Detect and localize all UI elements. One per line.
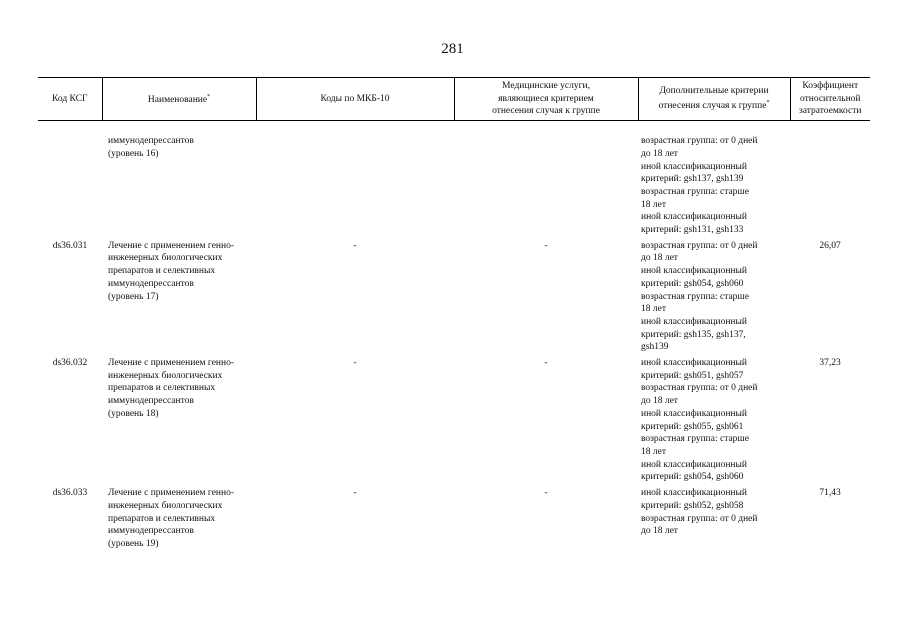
cell-code [38, 121, 102, 240]
table-row [38, 240, 870, 357]
table-row [38, 121, 870, 240]
table-row [38, 357, 870, 487]
header-services: Медицинские услуги, являющиеся критерием отнесения случая к группе [454, 78, 638, 121]
cell-coef: 26,07 [819, 240, 841, 251]
cell-criteria: возрастная группа: от 0 дней до 18 лет иной классификационный критерий: gsh054, gsh060 возрастная группа: старше 18 лет иной классификационный критерий: gsh135, gsh137, gsh139 [641, 240, 758, 353]
cell-services [454, 121, 638, 240]
cell-name: Лечение с применением генно- инженерных биологических препаратов и селективных иммунодепрессантов (уровень 19) [108, 488, 234, 549]
cell-name: Лечение с применением генно- инженерных биологических препаратов и селективных иммунодепрессантов (уровень 17) [108, 240, 234, 302]
header-coef: Коэффициент относительной затратоемкости [790, 78, 870, 121]
cell-criteria: возрастная группа: от 0 дней до 18 лет иной классификационный критерий: gsh137, gsh139 возрастная группа: старше 18 лет иной классификационный критерий: gsh131, gsh133 [641, 136, 758, 236]
ksg-table [38, 77, 870, 554]
cell-services: - [544, 240, 548, 251]
header-mkb: Коды по МКБ-10 [256, 78, 454, 121]
cell-code: ds36.032 [52, 358, 88, 369]
cell-services: - [544, 358, 548, 369]
cell-coef [790, 121, 870, 240]
table-row [38, 487, 870, 554]
cell-coef: 71,43 [819, 488, 841, 499]
cell-name: иммунодепрессантов (уровень 16) [108, 136, 194, 159]
cell-name: Лечение с применением генно- инженерных биологических препаратов и селективных иммунодепрессантов (уровень 18) [108, 358, 234, 419]
cell-mkb [256, 121, 454, 240]
cell-code: ds36.033 [52, 488, 88, 499]
table-header-row [38, 78, 870, 121]
cell-coef: 37,23 [819, 358, 841, 369]
cell-criteria: иной классификационный критерий: gsh052, gsh058 возрастная группа: от 0 дней до 18 лет [641, 488, 758, 537]
cell-mkb: - [353, 358, 357, 369]
header-name-footnote-mark: * [207, 94, 211, 101]
cell-mkb: - [353, 240, 357, 251]
cell-code: ds36.031 [52, 240, 88, 251]
header-name: Наименование* [102, 78, 256, 121]
cell-mkb: - [353, 488, 357, 499]
cell-criteria: иной классификационный критерий: gsh051, gsh057 возрастная группа: от 0 дней до 18 лет иной классификационный критерий: gsh055, gsh061 возрастная группа: старше 18 лет иной классификационный критерий: gsh054, gsh060 [641, 358, 758, 483]
cell-services: - [544, 488, 548, 499]
header-code: Код КСГ [38, 78, 102, 121]
header-criteria-footnote-mark: * [766, 100, 770, 107]
page-number: 281 [441, 41, 464, 57]
header-criteria: Дополнительные критерии отнесения случая к группе* [638, 78, 790, 121]
